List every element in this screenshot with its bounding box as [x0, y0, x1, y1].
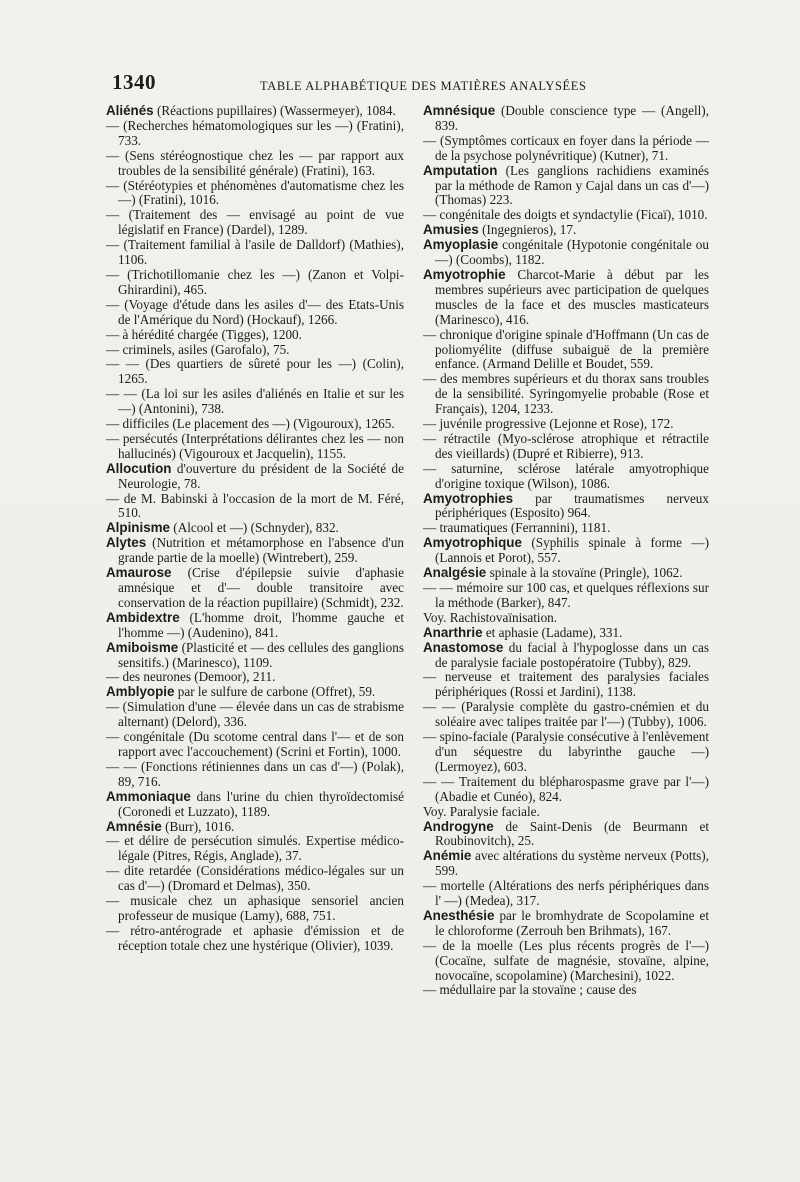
entry-headword: Alytes — [106, 535, 147, 551]
index-entry — [106, 521, 404, 536]
entry-headword: Anémie — [423, 848, 472, 864]
index-entry — [106, 924, 404, 954]
index-entry — [423, 566, 709, 581]
entry-text: — congénitale des doigts et syndactylie (Ficaï), 1010. — [423, 207, 708, 223]
entry-headword: Amblyopie — [106, 684, 175, 700]
index-entry — [423, 223, 709, 238]
index-entry — [106, 208, 404, 238]
right-column — [423, 104, 709, 998]
index-entry — [423, 492, 709, 522]
entry-text: dans l'urine du chien thyroïdectomisé (Coronedi et Luzzato), 1189. — [118, 788, 404, 819]
entry-text: — chronique d'origine spinale d'Hoffmann (Un cas de poliomyélite (diffuse subaiguë de la première enfance. (Armand Delille et Boudet, 559. — [423, 326, 709, 372]
entry-headword: Amusies — [423, 222, 479, 238]
entry-text: — à hérédité chargée (Tigges), 1200. — [106, 326, 302, 342]
entry-text: — des membres supérieurs et du thorax sans troubles de la sensibilité. Syringomyelie probable (Rose et Français), 1204, 1233. — [423, 371, 709, 417]
entry-headword: Amyotrophies — [423, 490, 514, 506]
entry-headword: Allocution — [106, 460, 172, 476]
index-entry — [106, 179, 404, 209]
index-entry — [423, 104, 709, 134]
entry-headword: Amaurose — [106, 565, 172, 581]
index-entry — [423, 909, 709, 939]
running-title: TABLE ALPHABÉTIQUE DES MATIÈRES ANALYSÉES — [260, 79, 587, 93]
index-entry — [423, 238, 709, 268]
index-entry — [106, 566, 404, 611]
entry-text: — — (Fonctions rétiniennes dans un cas d'—) (Polak), 89, 716. — [106, 758, 404, 789]
entry-text: — nerveuse et traitement des paralysies faciales périphériques (Rossi et Jardini), 1138. — [423, 669, 709, 700]
index-entry — [106, 238, 404, 268]
entry-headword: Anastomose — [423, 639, 504, 655]
entry-text: — (Traitement familial à l'asile de Dalldorf) (Mathies), 1106. — [106, 237, 404, 268]
entry-text: avec altérations du système nerveux (Potts), 599. — [435, 848, 709, 879]
entry-text: Charcot-Marie à début par les membres supérieurs avec participation de quelques muscles de la face et des muscles masticateurs (Marinesco), 416. — [435, 266, 709, 327]
index-entry — [106, 760, 404, 790]
entry-text: (Double conscience type — (Angell), 839. — [435, 103, 709, 133]
index-entry — [423, 775, 709, 805]
entry-headword: Amputation — [423, 162, 498, 178]
entry-text: (L'homme droit, l'homme gauche et l'homme —) (Audenino), 841. — [118, 609, 404, 640]
index-entry — [106, 820, 404, 835]
index-entry — [106, 611, 404, 641]
entry-headword: Amyoplasie — [423, 237, 499, 253]
entry-headword: Aliénés — [106, 103, 154, 118]
entry-text: (Burr), 1016. — [161, 818, 235, 834]
entry-text: — saturnine, sclérose latérale amyotrophique d'origine toxique (Wilson), 1086. — [423, 460, 709, 491]
entry-text: — juvénile progressive (Lejonne et Rose), 172. — [423, 416, 674, 432]
index-entry — [423, 879, 709, 909]
index-entry — [106, 119, 404, 149]
index-entry — [106, 462, 404, 492]
entry-headword: Amiboisme — [106, 639, 179, 655]
entry-text: spinale à la stovaïne (Pringle), 1062. — [486, 565, 683, 581]
entry-text: — spino-faciale (Paralysie consécutive à l'enlèvement d'un séquestre du labyrinthe gauche —) (Lermoyez), 603. — [423, 729, 709, 774]
index-entry — [423, 730, 709, 775]
entry-text: (Plasticité et — des cellules des ganglions sensitifs.) (Marinesco), 1109. — [118, 639, 404, 670]
index-entry — [423, 626, 709, 641]
index-entry — [423, 581, 709, 611]
entry-headword: Alpinisme — [106, 520, 170, 536]
index-entry — [423, 134, 709, 164]
entry-text: — dite retardée (Considérations médico-légales sur un cas d'—) (Dromard et Delmas), 350. — [106, 863, 404, 894]
entry-text: — (Symptômes corticaux en foyer dans la période — de la psychose polynévritique) (Kutner), 71. — [423, 132, 709, 163]
index-entry — [106, 834, 404, 864]
entry-text: — médullaire par la stovaïne ; cause des — [423, 982, 637, 998]
entry-text: — (Traitement des — envisagé au point de vue législatif en France) (Dardel), 1289. — [106, 207, 404, 238]
entry-headword: Anarthrie — [423, 624, 483, 640]
entry-text: et aphasie (Ladame), 331. — [482, 624, 623, 640]
entry-text: (Alcool et —) (Schnyder), 832. — [170, 520, 339, 536]
entry-text: d'ouverture du président de la Société de Neurologie, 78. — [118, 460, 404, 491]
index-entry — [423, 670, 709, 700]
entry-text: — congénitale (Du scotome central dans l'— et de son rapport avec l'accouchement) (Scrini et Fortin), 1000. — [106, 729, 404, 759]
index-entry — [106, 685, 404, 700]
index-entry — [106, 700, 404, 730]
entry-text: — (Trichotillomanie chez les —) (Zanon et Volpi-Ghirardini), 465. — [106, 266, 404, 297]
entry-text: Voy. Rachistovaïnisation. — [423, 609, 558, 625]
entry-text: — (Sens stéréognostique chez les — par rapport aux troubles de la sensibilité générale) (Fratini), 163. — [106, 147, 404, 178]
entry-headword: Amyotrophique — [423, 535, 522, 551]
index-entry — [106, 104, 404, 119]
entry-text: — (Simulation d'une — élevée dans un cas de strabisme alternant) (Delord), 336. — [106, 699, 404, 730]
entry-text: — musicale chez un aphasique sensoriel ancien professeur de musique (Lamy), 688, 751. — [106, 893, 404, 923]
index-entry — [423, 700, 709, 730]
entry-headword: Ambidextre — [106, 609, 180, 625]
left-column — [106, 104, 404, 954]
index-entry — [106, 641, 404, 671]
entry-text: — et délire de persécution simulés. Expertise médico-légale (Pitres, Régis, Anglade), 37. — [106, 833, 404, 864]
index-entry — [423, 432, 709, 462]
entry-text: — (Stéréotypies et phénomènes d'automatisme chez les —) (Fratini), 1016. — [106, 177, 404, 208]
entry-text: (Crise d'épilepsie suivie d'aphasie amnésique et d'— double transitoire avec conservation de la réaction pupillaire) (Schmidt), 232. — [118, 565, 404, 610]
index-entry — [106, 670, 404, 685]
index-entry — [106, 536, 404, 566]
entry-text: du facial à l'hypoglosse dans un cas de paralysie faciale postopératoire (Tubby), 829. — [435, 639, 709, 670]
page-number: 1340 — [112, 70, 156, 94]
entry-text: (Réactions pupillaires) (Wassermeyer), 1084. — [153, 103, 396, 118]
index-entry — [423, 208, 709, 223]
entry-text: — rétractile (Myo-sclérose atrophique et rétractile des vieillards) (Dupré et Ribierre), 913. — [423, 430, 709, 461]
entry-headword: Amnésique — [423, 103, 496, 118]
index-entry — [423, 611, 709, 626]
entry-text: — persécutés (Interprétations délirantes chez les — non hallucinés) (Vigouroux et Jacquelin), 1155. — [106, 430, 404, 461]
index-entry — [423, 164, 709, 209]
index-entry — [106, 417, 404, 432]
entry-text: — — (La loi sur les asiles d'aliénés en Italie et sur les —) (Antonini), 738. — [106, 386, 404, 417]
entry-text: — mortelle (Altérations des nerfs périphériques dans l' —) (Medea), 317. — [423, 878, 709, 909]
entry-text: — de la moelle (Les plus récents progrès de l'—) (Cocaïne, sulfate de magnésie, stovaïne, alpine, novocaïne, scopolamine) (Marchesini), 1022. — [423, 937, 709, 983]
index-entry — [106, 492, 404, 522]
index-entry — [106, 149, 404, 179]
entry-text: de Saint-Denis (de Beurmann et Roubinovitch), 25. — [435, 818, 709, 849]
index-entry — [423, 939, 709, 984]
entry-headword: Analgésie — [423, 565, 487, 581]
index-entry — [423, 805, 709, 820]
entry-text: (Nutrition et métamorphose en l'absence d'un grande partie de la moelle) (Wintrebert), 259. — [118, 535, 404, 566]
index-entry — [423, 372, 709, 417]
entry-text: — (Recherches hématomologiques sur les —) (Fratini), 733. — [106, 117, 404, 148]
entry-text: par traumatismes nerveux périphériques (Esposito) 964. — [435, 490, 709, 521]
entry-text: congénitale (Hypotonie congénitale ou —) (Coombs), 1182. — [435, 237, 709, 268]
entry-text: — traumatiques (Ferrannini), 1181. — [423, 520, 611, 536]
page-header — [112, 70, 712, 98]
entry-text: Voy. Paralysie faciale. — [423, 803, 540, 819]
index-entry — [106, 328, 404, 343]
entry-text: (Ingegnieros), 17. — [478, 222, 577, 238]
entry-text: — — (Paralysie complète du gastro-cnémien et du soléaire avec talipes traitée par l'—) (Tubby), 1006. — [423, 699, 709, 730]
entry-text: — des neurones (Demoor), 211. — [106, 669, 276, 685]
index-entry — [106, 894, 404, 924]
entry-text: — — mémoire sur 100 cas, et quelques réflexions sur la méthode (Barker), 847. — [423, 580, 709, 610]
entry-headword: Amnésie — [106, 818, 162, 834]
entry-text: par le sulfure de carbone (Offret), 59. — [174, 684, 376, 700]
index-entry — [423, 417, 709, 432]
index-entry — [106, 864, 404, 894]
entry-headword: Androgyne — [423, 818, 494, 834]
index-entry — [423, 328, 709, 373]
index-entry — [423, 462, 709, 492]
index-entry — [106, 730, 404, 760]
index-entry — [106, 387, 404, 417]
index-entry — [423, 849, 709, 879]
entry-headword: Ammoniaque — [106, 788, 191, 804]
entry-text: (Les ganglions rachidiens examinés par la méthode de Ramon y Cajal dans un cas d'—) (Thomas) 223. — [435, 162, 709, 208]
index-entry — [423, 268, 709, 328]
index-entry — [106, 790, 404, 820]
entry-text: — difficiles (Le placement des —) (Vigouroux), 1265. — [106, 416, 395, 432]
entry-text: — (Voyage d'étude dans les asiles d'— des Etats-Unis de l'Amérique du Nord) (Hockauf), 1266. — [106, 296, 404, 327]
index-entry — [423, 983, 709, 998]
index-entry — [106, 343, 404, 358]
index-entry — [423, 820, 709, 850]
entry-headword: Anesthésie — [423, 907, 495, 923]
index-entry — [106, 268, 404, 298]
entry-text: par le bromhydrate de Scopolamine et le chloroforme (Zerrouh ben Brihmats), 167. — [435, 907, 709, 938]
entry-text: (Syphilis spinale à forme —) (Lannois et Porot), 557. — [435, 535, 709, 566]
index-entry — [423, 536, 709, 566]
entry-headword: Amyotrophie — [423, 266, 506, 282]
entry-text: — criminels, asiles (Garofalo), 75. — [106, 341, 290, 357]
index-entry — [106, 432, 404, 462]
index-entry — [423, 521, 709, 536]
index-entry — [423, 641, 709, 671]
index-entry — [106, 357, 404, 387]
entry-text: — de M. Babinski à l'occasion de la mort de M. Féré, 510. — [106, 490, 404, 521]
entry-text: — — (Des quartiers de sûreté pour les —) (Colin), 1265. — [106, 356, 404, 387]
index-entry — [106, 298, 404, 328]
entry-text: — rétro-antérograde et aphasie d'émission et de réception totale chez une hystérique (Olivier), 1039. — [106, 922, 404, 953]
entry-text: — — Traitement du blépharospasme grave par l'—) (Abadie et Cunéo), 824. — [423, 773, 709, 804]
